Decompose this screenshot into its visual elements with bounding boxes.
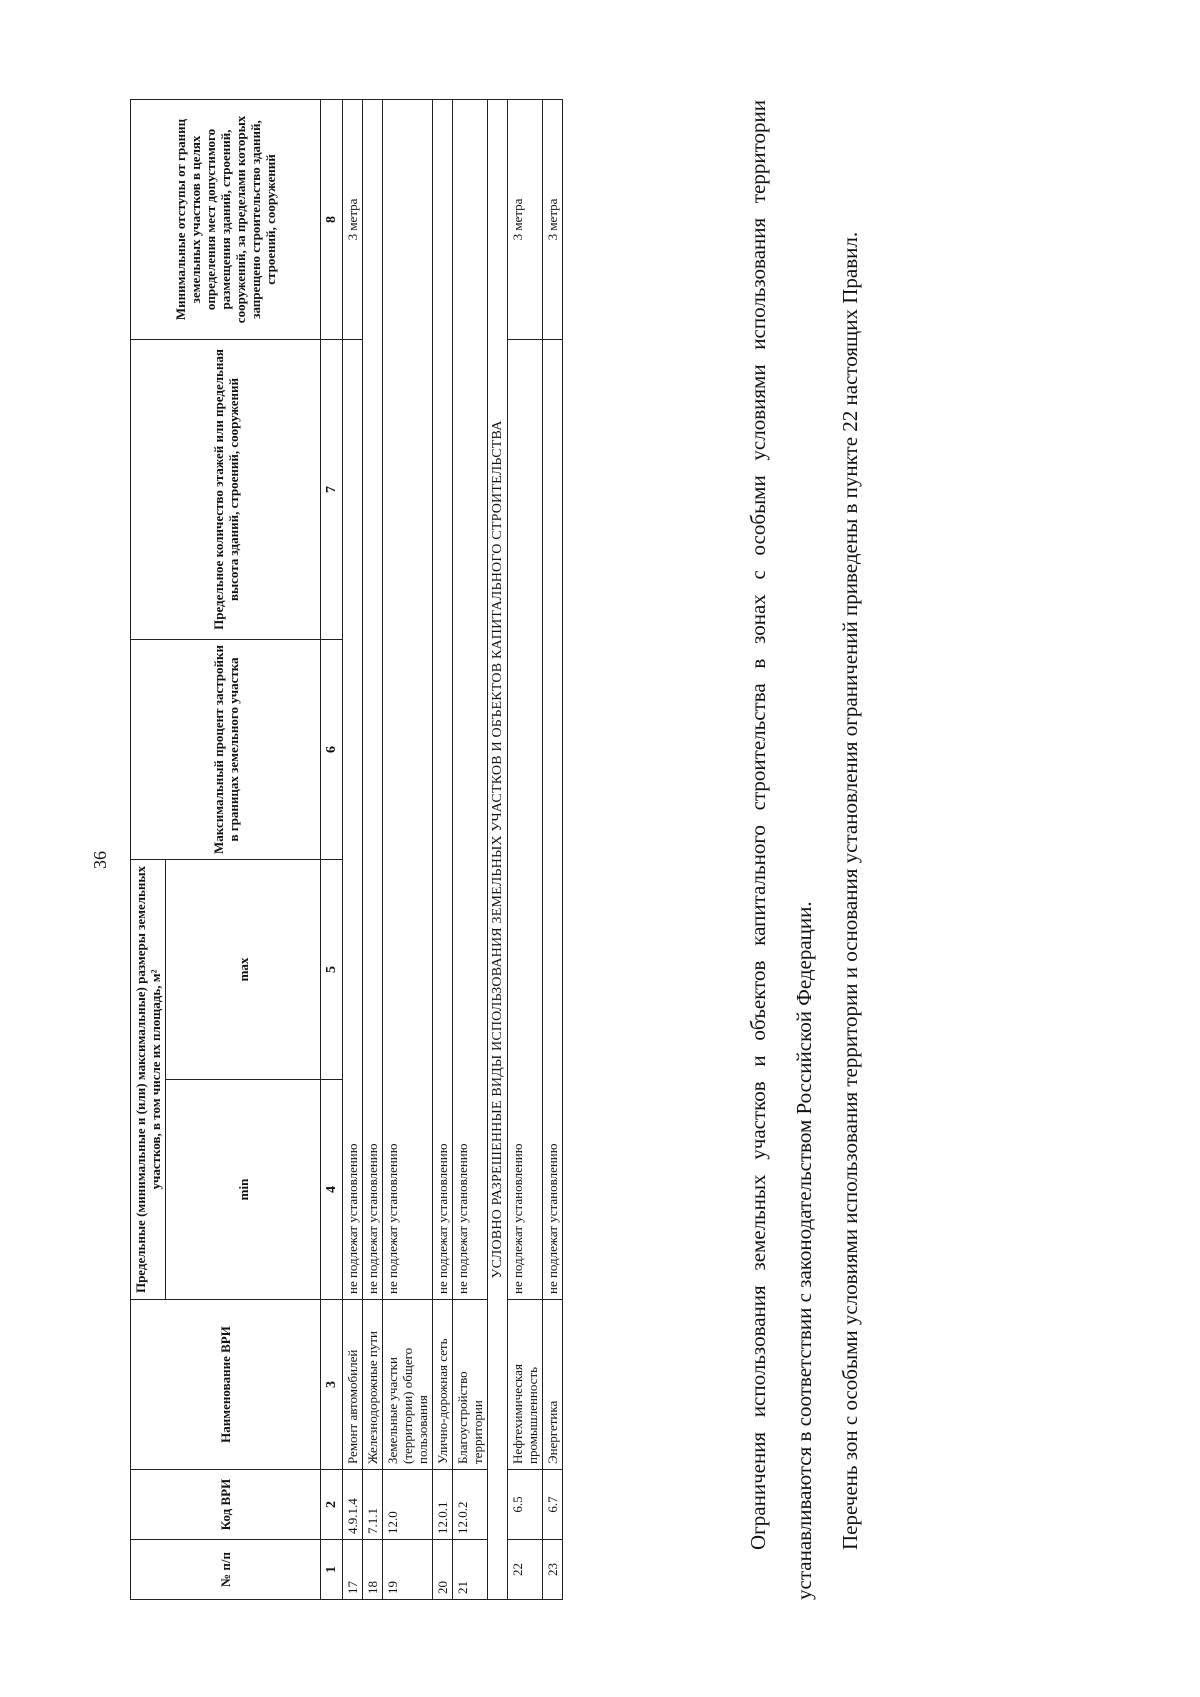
row-code: 4.9.1.4 <box>343 1470 363 1540</box>
table-row <box>383 99 433 1599</box>
paragraph-restrictions: Ограничения использования земельных участков и объектов капитального строительства в зонах с особыми условиями использования территории устанавливаются в соответствии с законодательством Российской Федерации. <box>746 100 816 1600</box>
row-code: 7.1.1 <box>363 1470 383 1540</box>
rotated-page <box>80 80 1080 1640</box>
row-setback: 3 метра <box>543 99 563 339</box>
column-number: 4 <box>321 1080 343 1300</box>
table-row <box>453 99 488 1599</box>
row-value: не подлежат установлению <box>343 339 363 1299</box>
table-row <box>508 99 543 1599</box>
column-number: 2 <box>321 1470 343 1540</box>
row-num: 18 <box>363 1540 383 1600</box>
body-text <box>735 100 873 1600</box>
row-name: Ремонт автомобилей <box>343 1300 363 1470</box>
column-number: 7 <box>321 339 343 639</box>
column-number: 6 <box>321 639 343 859</box>
row-code: 12.0.1 <box>433 1470 453 1540</box>
column-number: 3 <box>321 1300 343 1470</box>
row-name: Земельные участки (территории) общего пользования <box>383 1300 433 1470</box>
header-percent: Максимальный процент застройки в границах земельного участка <box>131 639 321 859</box>
row-name: Нефтехимическая промышленность <box>508 1300 543 1470</box>
table-row <box>363 99 383 1599</box>
section-row <box>488 99 508 1599</box>
column-numbers-row <box>321 99 343 1599</box>
row-name: Железнодорожные пути <box>363 1300 383 1470</box>
row-setback: 3 метра <box>508 99 543 339</box>
header-min: min <box>166 1080 321 1300</box>
row-num: 20 <box>433 1540 453 1600</box>
row-value: не подлежат установлению <box>433 99 453 1299</box>
section-title: УСЛОВНО РАЗРЕШЕННЫЕ ВИДЫ ИСПОЛЬЗОВАНИЯ ЗЕМЕЛЬНЫХ УЧАСТКОВ И ОБЪЕКТОВ КАПИТАЛЬНОГО СТРОИТЕЛЬСТВА <box>488 99 508 1599</box>
row-setback: 3 метра <box>343 99 363 339</box>
header-name: Наименование ВРИ <box>131 1300 321 1470</box>
header-code: Код ВРИ <box>131 1470 321 1540</box>
row-code: 12.0 <box>383 1470 433 1540</box>
row-value: не подлежат установлению <box>543 339 563 1299</box>
header-setbacks: Минимальные отступы от границ земельных участков в целях определения мест допустимого размещения зданий, строений, сооружений, за пределами которых запрещено строительство зданий, строений, сооружений <box>131 99 321 339</box>
header-max: max <box>166 859 321 1079</box>
page-number: 36 <box>90 851 110 869</box>
row-num: 21 <box>453 1540 488 1600</box>
column-number: 5 <box>321 859 343 1079</box>
row-value: не подлежат установлению <box>453 99 488 1299</box>
row-name: Улично-дорожная сеть <box>433 1300 453 1470</box>
header-num: № п/п <box>131 1540 321 1600</box>
row-value: не подлежат установлению <box>383 99 433 1299</box>
row-code: 6.7 <box>543 1470 563 1540</box>
column-number: 1 <box>321 1540 343 1600</box>
row-num: 22 <box>508 1540 543 1600</box>
column-number: 8 <box>321 99 343 339</box>
header-size-group: Предельные (минимальные и (или) максимальные) размеры земельных участков, в том числе их площадь, м² <box>131 859 166 1299</box>
row-num: 23 <box>543 1540 563 1600</box>
row-code: 6.5 <box>508 1470 543 1540</box>
row-name: Благоустройство территории <box>453 1300 488 1470</box>
row-value: не подлежат установлению <box>363 99 383 1299</box>
row-value: не подлежат установлению <box>508 339 543 1299</box>
table-row <box>433 99 453 1599</box>
row-num: 19 <box>383 1540 433 1600</box>
row-name: Энергетика <box>543 1300 563 1470</box>
table-row <box>543 99 563 1599</box>
table-row <box>343 99 363 1599</box>
row-num: 17 <box>343 1540 363 1600</box>
paragraph-zones-list: Перечень зон с особыми условиями использования территории и основания установления ограничений приведены в пункте 22 настоящих Правил. <box>838 231 862 1550</box>
header-floors: Предельное количество этажей или предельная высота зданий, строений, сооружений <box>131 339 321 639</box>
row-code: 12.0.2 <box>453 1470 488 1540</box>
regulations-table <box>130 99 563 1600</box>
